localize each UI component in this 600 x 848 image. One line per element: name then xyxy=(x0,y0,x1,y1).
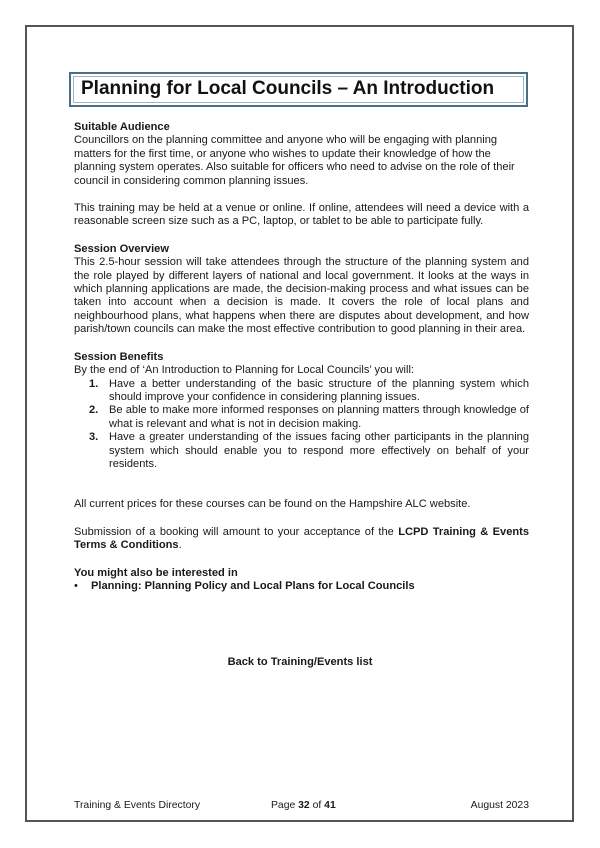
footer-page-current: 32 xyxy=(298,800,310,811)
benefit-number: 1. xyxy=(89,377,99,390)
benefit-item xyxy=(74,404,529,431)
submission-suffix: . xyxy=(178,539,182,552)
footer-directory-title: Training & Events Directory xyxy=(74,800,201,811)
bullet-icon: • xyxy=(74,579,78,592)
benefits-list xyxy=(74,378,529,472)
related-heading: You might also be interested in xyxy=(74,566,238,579)
prices-text: All current prices for these courses can be found on the Hampshire ALC website. xyxy=(74,498,471,511)
footer-date: August 2023 xyxy=(470,800,529,811)
benefit-number: 2. xyxy=(89,404,99,417)
benefit-text: Have a greater understanding of the issues facing other participants in the planning system which should enable you to respond more effectively on behalf of your residents. xyxy=(109,431,529,470)
page-title: Planning for Local Councils – An Introduction xyxy=(81,78,495,99)
footer-page-of: of xyxy=(309,800,325,811)
submission-prefix: Submission of a booking will amount to your acceptance of the xyxy=(74,525,399,538)
terms-link[interactable]: LCPD Training & Events Terms & Conditions xyxy=(74,525,530,552)
footer-page-number xyxy=(271,800,336,811)
benefit-item xyxy=(74,378,529,405)
footer-page-total: 41 xyxy=(324,800,336,811)
related-item[interactable] xyxy=(74,580,529,593)
benefits-heading: Session Benefits xyxy=(74,350,164,363)
benefit-number: 3. xyxy=(89,431,99,444)
audience-heading: Suitable Audience xyxy=(74,121,170,133)
benefits-intro: By the end of ‘An Introduction to Planning for Local Councils’ you will: xyxy=(74,364,414,377)
benefit-text: Be able to make more informed responses on planning matters through knowledge of what is relevant and what is not in decision making. xyxy=(109,404,529,430)
audience-text: Councillors on the planning committee and anyone who will be engaging with planning matters for the first time, or anyone who wishes to update their knowledge of how the planning system operates. Also suitable for officers who need to advise on the role of their council in considering common planning issues. xyxy=(74,134,515,187)
benefit-text: Have a better understanding of the basic structure of the planning system which should improve your confidence in considering planning issues. xyxy=(109,377,529,403)
main-content xyxy=(74,121,529,593)
related-item-label[interactable]: Planning: Planning Policy and Local Plans for Local Councils xyxy=(91,579,415,592)
title-box xyxy=(69,72,528,107)
footer-page-prefix: Page xyxy=(271,800,299,811)
venue-text: This training may be held at a venue or online. If online, attendees will need a device with a reasonable screen size such as a PC, laptop, or tablet to be able to participate fully. xyxy=(74,202,529,228)
submission-text xyxy=(74,526,529,553)
overview-heading: Session Overview xyxy=(74,242,169,255)
benefit-item xyxy=(74,431,529,471)
overview-text: This 2.5-hour session will take attendees through the structure of the planning system and the role played by different layers of national and local government. It looks at the ways in which planning applications are made, the decision-making process and what issues can be taken into account when a decision is made. It covers the role of local plans and neighbourhood plans, what happens when there are disputes about development, and how parish/town councils can make the most effective contribution to good planning in their area. xyxy=(74,256,529,336)
page-footer xyxy=(74,800,529,814)
back-to-list-link[interactable]: Back to Training/Events list xyxy=(227,656,373,668)
